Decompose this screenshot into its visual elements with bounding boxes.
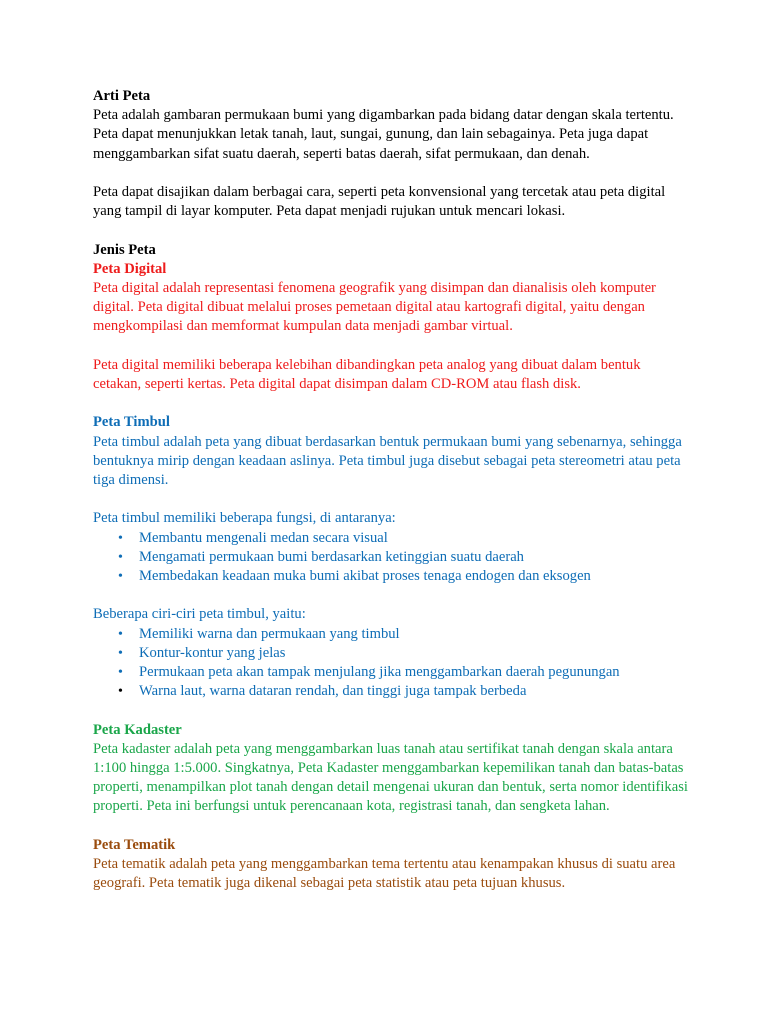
paragraph-arti-2: Peta dapat disajikan dalam berbagai cara, seperti peta konvensional yang tercetak atau peta digital yang tampil di layar komputer. Peta dapat menjadi rujukan untuk mencari lokasi.: [93, 184, 666, 220]
section-peta-digital: [93, 260, 688, 394]
list-item: • Membantu mengenali medan secara visual: [139, 529, 688, 548]
heading-peta-digital: Peta Digital: [93, 260, 167, 277]
heading-peta-tematik: Peta Tematik: [93, 836, 176, 853]
paragraph-timbul-fungsi-intro: Peta timbul memiliki beberapa fungsi, di antaranya:: [93, 510, 396, 527]
list-item: • Memiliki warna dan permukaan yang timbul: [139, 625, 688, 644]
section-peta-kadaster: [93, 721, 688, 817]
section-jenis-peta: [93, 241, 688, 260]
paragraph-timbul-ciri-intro: Beberapa ciri-ciri peta timbul, yaitu:: [93, 606, 306, 623]
paragraph-arti-1: Peta adalah gambaran permukaan bumi yang digambarkan pada bidang datar dengan skala tertentu. Peta dapat menunjukkan letak tanah, laut, sungai, gunung, dan lain sebagainya. Peta juga dapat menggambarkan sifat suatu daerah, seperti batas daerah, sifat permukaan, dan denah.: [93, 107, 674, 162]
list-item: • Kontur-kontur yang jelas: [139, 644, 688, 663]
paragraph-digital-2: Peta digital memiliki beberapa kelebihan dibandingkan peta analog yang dibuat dalam bentuk cetakan, seperti kertas. Peta digital dapat disimpan dalam CD-ROM atau flash disk.: [93, 356, 641, 392]
list-item: • Permukaan peta akan tampak menjulang jika menggambarkan daerah pegunungan: [139, 663, 688, 682]
list-timbul-ciri: [93, 625, 688, 702]
paragraph-timbul-1: Peta timbul adalah peta yang dibuat berdasarkan bentuk permukaan bumi yang sebenarnya, sehingga bentuknya mirip dengan keadaan aslinya. Peta timbul juga disebut sebagai peta stereometri atau peta tiga dimensi.: [93, 433, 682, 488]
list-item: • Warna laut, warna dataran rendah, dan tinggi juga tampak berbeda: [139, 682, 688, 701]
list-item: • Mengamati permukaan bumi berdasarkan ketinggian suatu daerah: [139, 548, 688, 567]
heading-jenis-peta: Jenis Peta: [93, 241, 156, 258]
paragraph-kadaster-1: Peta kadaster adalah peta yang menggambarkan luas tanah atau sertifikat tanah dengan skala antara 1:100 hingga 1:5.000. Singkatnya, Peta Kadaster menggambarkan kepemilikan tanah dan batas-batas properti, menampilkan plot tanah dengan detail mengenai ukuran dan bentuk, serta nomor identifikasi properti. Peta ini berfungsi untuk perencanaan kota, registrasi tanah, dan sengketa lahan.: [93, 740, 688, 815]
heading-peta-kadaster: Peta Kadaster: [93, 721, 182, 738]
heading-arti-peta: Arti Peta: [93, 88, 151, 104]
section-peta-tematik: [93, 836, 688, 894]
list-timbul-fungsi: [93, 529, 688, 587]
section-peta-timbul: [93, 413, 688, 701]
list-item: • Membedakan keadaan muka bumi akibat proses tenaga endogen dan eksogen: [139, 567, 688, 586]
heading-peta-timbul: Peta Timbul: [93, 414, 170, 431]
paragraph-tematik-1: Peta tematik adalah peta yang menggambarkan tema tertentu atau kenampakan khusus di suatu area geografi. Peta tematik juga dikenal sebagai peta statistik atau peta tujuan khusus.: [93, 856, 676, 892]
paragraph-digital-1: Peta digital adalah representasi fenomena geografik yang disimpan dan dianalisis oleh komputer digital. Peta digital dibuat melalui proses pemetaan digital atau kartografi digital, yaitu dengan mengkompilasi dan memformat kumpulan data menjadi gambar virtual.: [93, 280, 656, 335]
section-arti-peta: [93, 87, 688, 221]
